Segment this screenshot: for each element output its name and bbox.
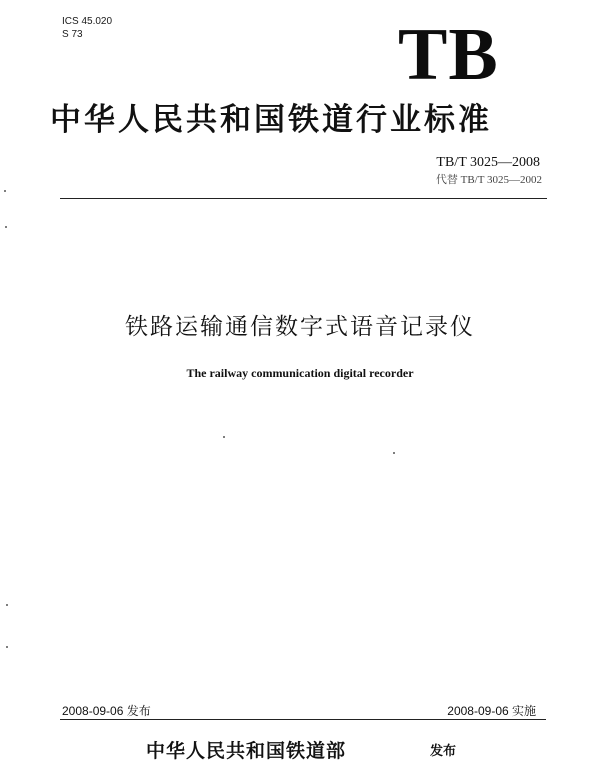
replaces-standard: 代替 TB/T 3025—2002 xyxy=(435,174,542,186)
effective-date: 2008-09-06 实施 xyxy=(447,704,536,718)
footer-divider xyxy=(60,719,546,720)
header-divider xyxy=(60,198,547,199)
standard-number: TB/T 3025—2008 xyxy=(436,155,540,170)
tb-logo: TB xyxy=(398,14,499,96)
issuer-action: 发布 xyxy=(430,744,457,759)
document-title-cn: 铁路运输通信数字式语音记录仪 xyxy=(125,314,475,340)
ics-code: ICS 45.020 xyxy=(62,16,113,27)
issuer-name: 中华人民共和国铁道部 xyxy=(146,740,347,762)
scan-speck xyxy=(5,226,7,228)
scan-speck xyxy=(4,190,6,192)
scan-speck xyxy=(393,452,395,454)
scan-speck xyxy=(223,436,225,438)
publish-date: 2008-09-06 发布 xyxy=(62,704,151,718)
document-title-en: The railway communication digital recorder xyxy=(186,366,414,380)
scan-speck xyxy=(6,646,8,648)
ccs-code: S 73 xyxy=(62,29,83,40)
standard-category-title: 中华人民共和国铁道行业标准 xyxy=(50,102,492,138)
scan-speck xyxy=(6,604,8,606)
